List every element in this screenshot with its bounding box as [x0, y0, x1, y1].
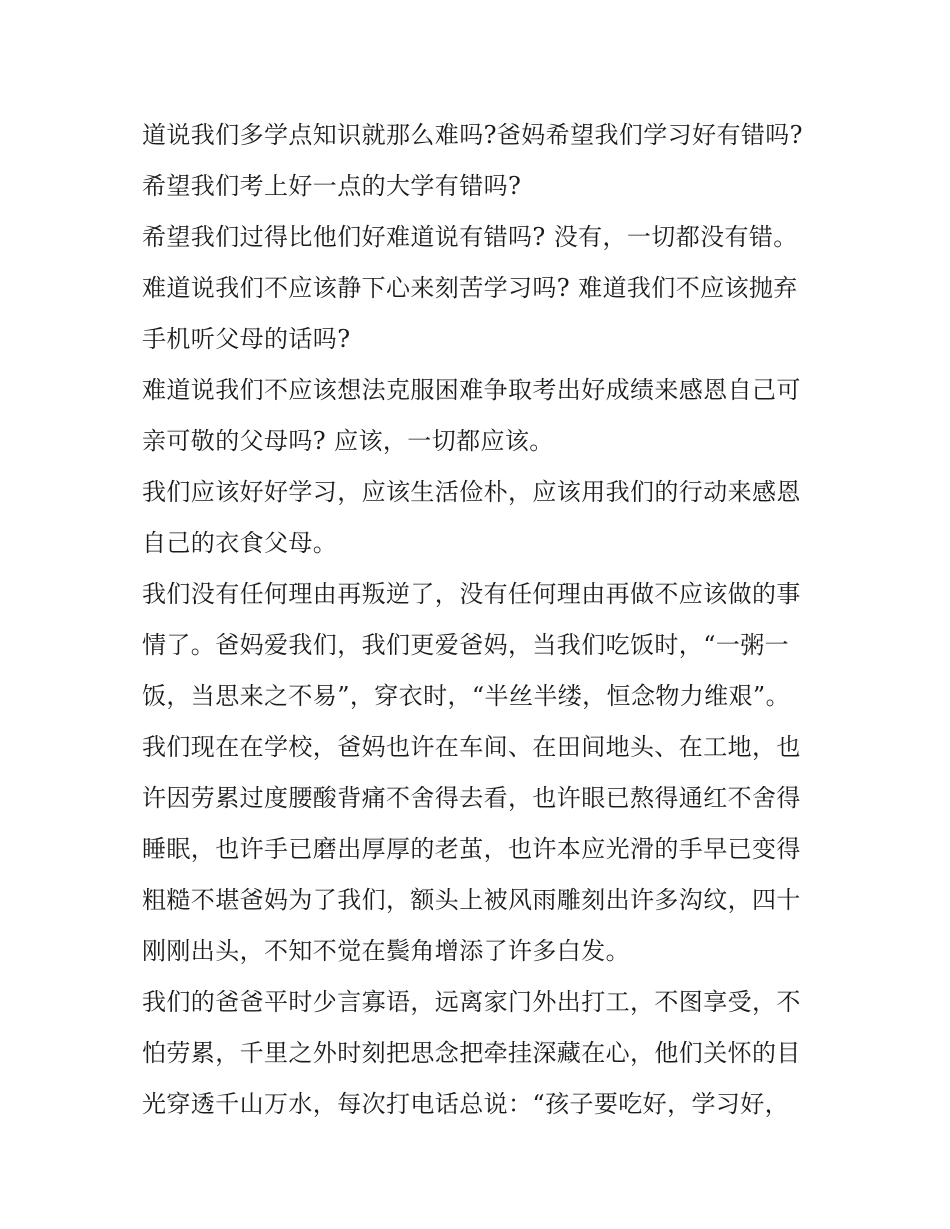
text-line-6: 难道说我们不应该想法克服困难争取考出好成绩来感恩自己可 — [142, 376, 801, 404]
text-line-12: 饭，当思来之不易”，穿衣时，“半丝半缕，恒念物力维艰”。 — [142, 682, 791, 710]
text-line-18: 我们的爸爸平时少言寡语，远离家门外出打工，不图享受，不 — [142, 988, 801, 1016]
text-line-5: 手机听父母的话吗? — [142, 325, 351, 353]
text-line-20: 光穿透千山万水，每次打电话总说：“孩子要吃好，学习好， — [142, 1090, 790, 1118]
text-line-19: 怕劳累，千里之外时刻把思念把牵挂深藏在心，他们关怀的目 — [142, 1039, 801, 1067]
text-line-7: 亲可敬的父母吗? 应该，一切都应该。 — [142, 427, 554, 455]
text-line-9: 自己的衣食父母。 — [142, 529, 338, 557]
text-line-4: 难道说我们不应该静下心来刻苦学习吗? 难道我们不应该抛弃 — [142, 274, 798, 302]
text-line-1: 道说我们多学点知识就那么难吗?爸妈希望我们学习好有错吗? — [142, 121, 803, 149]
text-line-10: 我们没有任何理由再叛逆了，没有任何理由再做不应该做的事 — [142, 580, 801, 608]
text-line-17: 刚刚出头，不知不觉在鬓角增添了许多白发。 — [142, 937, 630, 965]
text-line-16: 粗糙不堪爸妈为了我们，额头上被风雨雕刻出许多沟纹，四十 — [142, 886, 801, 914]
text-line-11: 情了。爸妈爱我们，我们更爱爸妈，当我们吃饭时，“一粥一 — [142, 631, 790, 659]
text-line-14: 许因劳累过度腰酸背痛不舍得去看，也许眼已熬得通红不舍得 — [142, 784, 801, 812]
body-text — [142, 110, 822, 1130]
text-line-3: 希望我们过得比他们好难道说有错吗? 没有，一切都没有错。 — [142, 223, 798, 251]
text-line-2: 希望我们考上好一点的大学有错吗? — [142, 172, 522, 200]
text-line-8: 我们应该好好学习，应该生活俭朴，应该用我们的行动来感恩 — [142, 478, 801, 506]
text-line-15: 睡眠，也许手已磨出厚厚的老茧，也许本应光滑的手早已变得 — [142, 835, 801, 863]
text-line-13: 我们现在在学校，爸妈也许在车间、在田间地头、在工地，也 — [142, 733, 801, 761]
